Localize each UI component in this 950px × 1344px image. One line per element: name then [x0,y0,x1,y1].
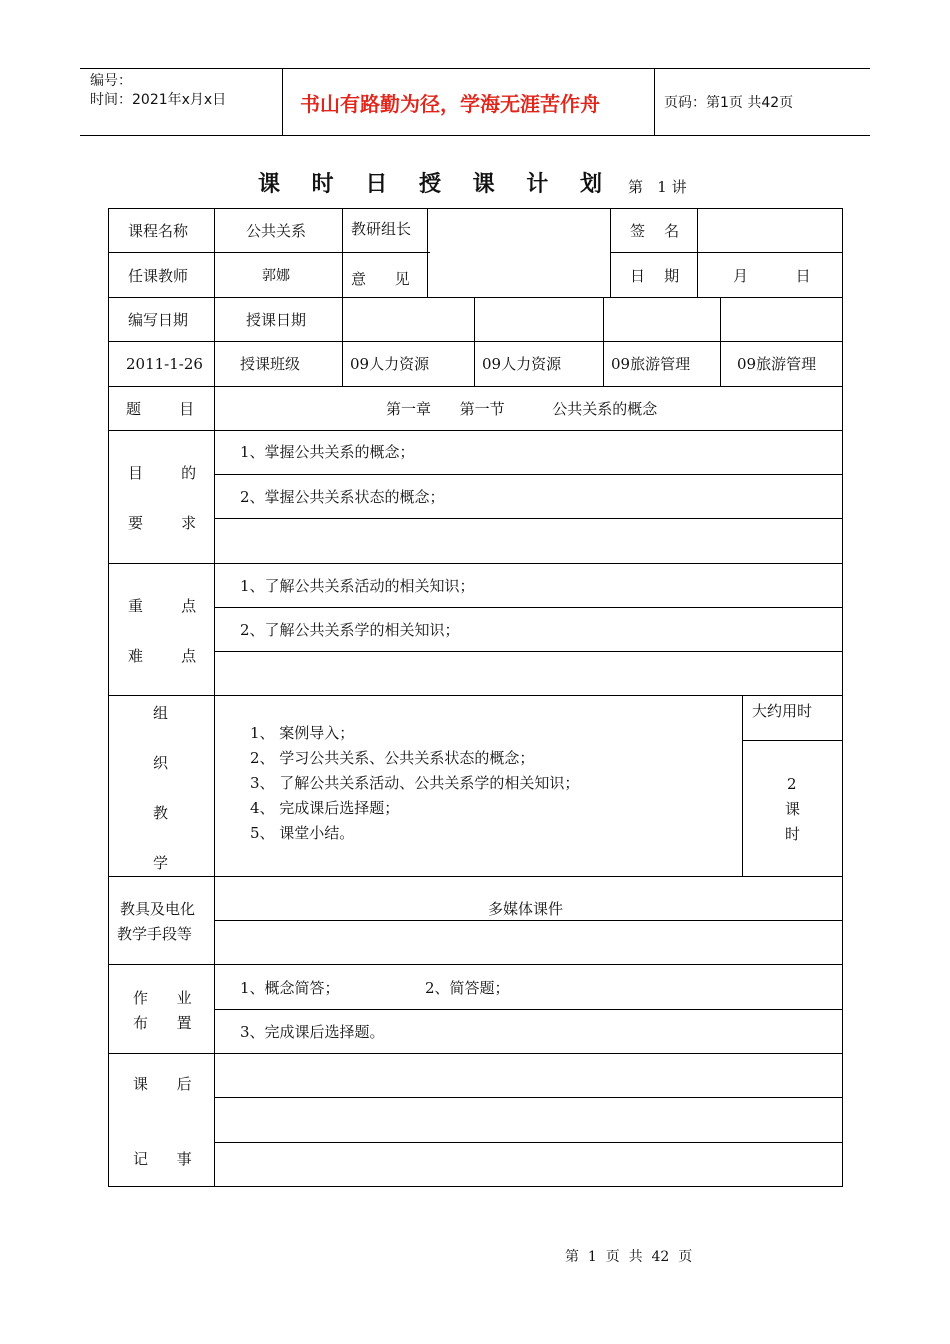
head-opinion-label-bottom: 意 见 [351,270,410,288]
write-date-value: 2011-1-26 [126,355,203,373]
write-date-label: 编写日期 [128,311,189,329]
class-3: 09旅游管理 [611,355,691,373]
org-label-1: 组 [153,704,169,722]
teacher-label: 任课教师 [128,267,189,285]
topic-label: 题 目 [126,400,195,418]
header-divider-left [282,68,283,136]
key-label-top: 重 点 [128,597,197,615]
class-2: 09人力资源 [482,355,562,373]
list-item: 5、 课堂小结。 [250,824,355,842]
header-top-border [80,68,870,69]
date-label: 日 期 [630,267,680,285]
notes-label-top: 课 后 [133,1075,192,1093]
org-label-2: 织 [153,754,169,772]
org-label-4: 学 [153,854,169,872]
class-4: 09旅游管理 [737,355,817,373]
key-label-bottom: 难 点 [128,647,197,665]
time-value-number: 2 [787,775,797,793]
list-item: 2、 学习公共关系、公共关系状态的概念； [250,749,535,767]
homework-label-top: 作 业 [133,989,192,1007]
list-item: 3、 了解公共关系活动、公共关系学的相关知识； [250,774,580,792]
goal-item-2: 2、掌握公共关系状态的概念； [240,488,445,506]
footer-page-number: 第 1 页 共 42 页 [565,1249,693,1265]
notes-label-bottom: 记 事 [133,1150,192,1168]
header-time-label: 时间：2021年x月x日 [90,92,227,108]
header-bottom-border [80,135,870,136]
key-item-1: 1、了解公共关系活动的相关知识； [240,577,475,595]
header-divider-right [654,68,655,136]
header-page-info: 页码：第1页 共42页 [664,95,794,111]
homework-item-2: 2、简答题； [425,979,510,997]
header-number-label: 编号： [90,73,132,89]
time-value-unit-2: 时 [785,825,801,843]
org-list [250,721,579,846]
course-name-label: 课程名称 [128,222,189,240]
header-motto: 书山有路勤为径，学海无涯苦作舟 [300,92,600,116]
goal-label-bottom: 要 求 [128,514,197,532]
course-name-value: 公共关系 [246,222,307,240]
class-label: 授课班级 [240,355,301,373]
date-value: 月 日 [733,267,811,285]
topic-value: 第一章 第一节 公共关系的概念 [386,400,658,418]
head-opinion-label-top: 教研组长 [351,220,412,238]
class-1: 09人力资源 [350,355,430,373]
time-value-unit-1: 课 [785,800,801,818]
time-label: 大约用时 [752,702,813,720]
list-item: 4、 完成课后选择题； [250,799,400,817]
tools-value: 多媒体课件 [488,900,564,918]
goal-item-1: 1、掌握公共关系的概念； [240,443,415,461]
org-label-3: 教 [153,804,169,822]
homework-item-1: 1、概念简答； [240,979,340,997]
sign-label: 签 名 [630,222,680,240]
lecture-number: 第 1 讲 [628,178,687,196]
homework-item-3: 3、完成课后选择题。 [240,1023,385,1041]
teach-date-label: 授课日期 [246,311,307,329]
list-item: 1、 案例导入； [250,724,355,742]
homework-label-bottom: 布 置 [133,1014,192,1032]
teacher-name: 郭娜 [262,268,290,284]
key-item-2: 2、了解公共关系学的相关知识； [240,621,460,639]
page-title: 课 时 日 授 课 计 划 [258,172,614,197]
goal-label-top: 目 的 [128,464,197,482]
tools-label-top: 教具及电化 [120,900,196,918]
tools-label-bottom: 教学手段等 [117,925,193,943]
